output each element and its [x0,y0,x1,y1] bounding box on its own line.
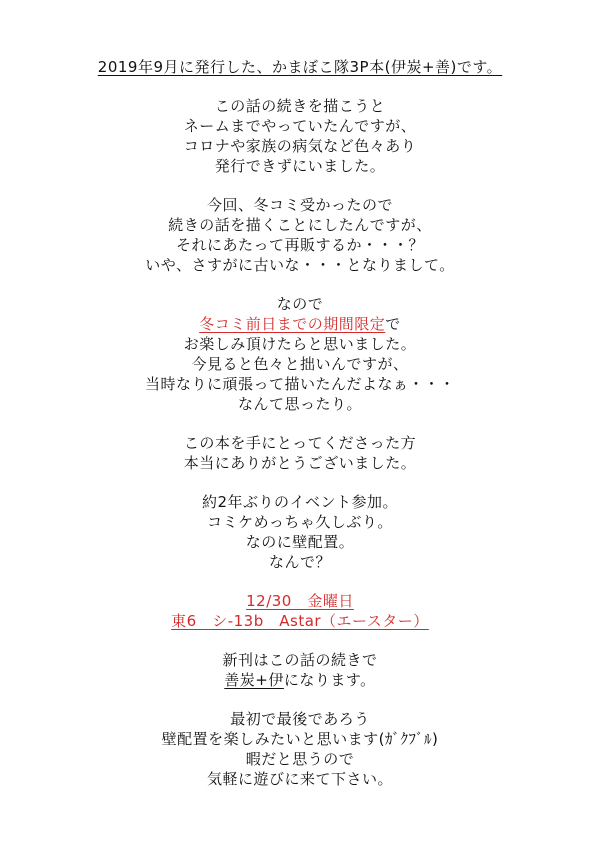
para1-line: 発行できずにいました。 [214,157,386,175]
para1-line: コロナや家族の病気など色々あり [183,137,417,155]
event-booth: 東6 シ-13b Astar（エースター） [171,612,429,630]
paragraph-gap [0,77,600,96]
para2-line: 続きの話を描くことにしたんですが、 [168,216,432,234]
event-date: 12/30 金曜日 [246,592,354,610]
para2-line: それにあたって再販するか・・・？ [175,236,424,254]
para6-line: 新刊はこの話の続きで [222,651,378,669]
para5-line: なのに壁配置。 [245,533,355,551]
para1-line: ネームまでやっていたんですが、 [183,117,417,135]
para2-line: 今回、冬コミ受かったので [206,196,393,214]
pairing-underlined: 善炭+伊 [224,671,284,689]
event-booth-line [0,611,600,631]
para3-line: なんて思ったり。 [237,395,362,413]
para7-line: 壁配置を楽しみたいと思います(ｶﾞｸﾌﾞﾙ) [161,730,439,748]
paragraph-gap [0,473,600,492]
para3-line: お楽しみ頂けたらと思いました。 [183,335,417,353]
para5-line: 約2年ぶりのイベント参加。 [201,493,399,511]
pairing-suffix: になります。 [283,671,376,689]
paragraph-gap [0,631,600,650]
para3-intro: なので [276,295,324,313]
para7-line: 気軽に遊びに来て下さい。 [206,770,393,788]
paragraph-gap [0,176,600,195]
notice-text [0,57,600,789]
limited-period-line [0,314,600,334]
para4-line: 本当にありがとうございました。 [183,454,417,472]
para2-line: いや、さすがに古いな・・・となりまして。 [145,256,455,274]
paragraph-gap [0,572,600,591]
paragraph-gap [0,275,600,294]
para5-line: コミケめっちゃ久しぶり。 [207,513,393,531]
para4-line: この本を手にとってくださった方 [183,434,417,452]
limited-period-suffix: で [385,315,401,333]
paragraph-gap [0,414,600,433]
para7-line: 暇だと思うので [245,750,355,768]
notice-title: 2019年9月に発行した、かまぼこ隊3P本(伊炭+善)です。 [97,58,503,76]
paragraph-gap [0,690,600,709]
para5-line: なんで？ [268,553,331,571]
para3-line: 今見ると色々と拙いんですが、 [191,355,409,373]
para3-line: 当時なりに頑張って描いたんだよなぁ・・・ [144,375,455,393]
limited-period-highlight: 冬コミ前日までの期間限定 [199,315,386,333]
para7-line: 最初で最後であろう [230,710,370,728]
event-date-line [0,591,600,611]
para6-pairing-line [0,670,600,690]
para1-line: この話の続きを描こうと [214,97,386,115]
